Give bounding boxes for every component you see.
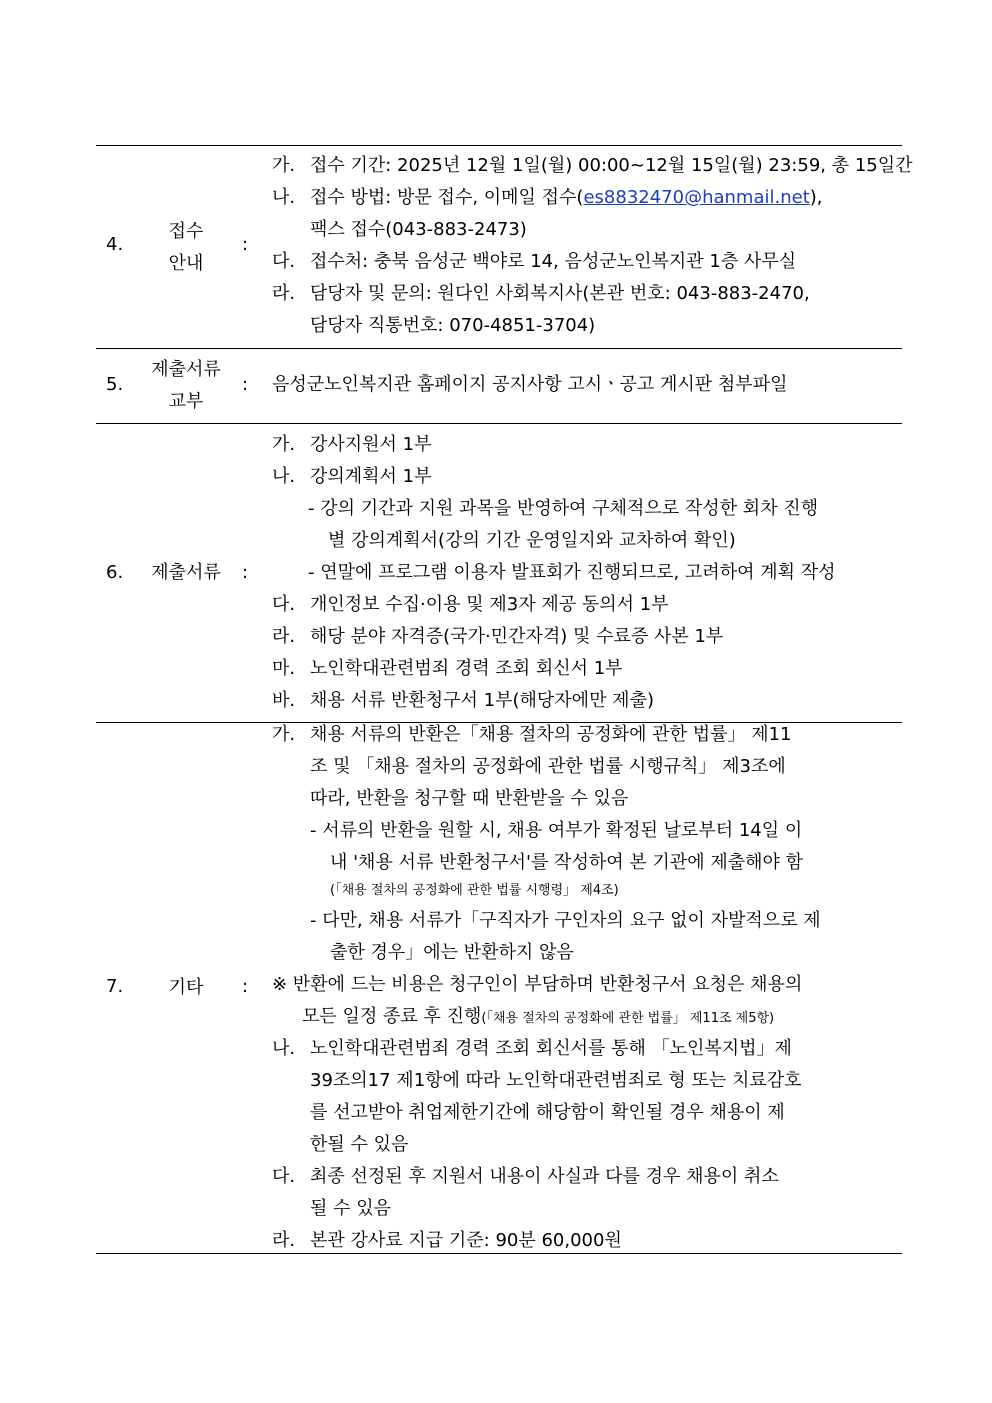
section-5 [96, 349, 902, 423]
list-item: 한될 수 있음 [310, 1134, 409, 1155]
section-colon: : [242, 562, 249, 583]
list-item: 라. 담당자 및 문의: 원다인 사회복지사(본관 번호: 043-883-2470, [272, 283, 810, 304]
list-item: - 다만, 채용 서류가「구직자가 구인자의 요구 없이 자발적으로 제 [310, 910, 821, 931]
list-item: 팩스 접수(043-883-2473) [310, 219, 527, 240]
list-item: 가. 채용 서류의 반환은「채용 절차의 공정화에 관한 법률」 제11 [272, 724, 792, 745]
section-colon: : [242, 234, 249, 255]
list-item: 별 강의계획서(강의 기간 운영일지와 교차하여 확인) [328, 530, 736, 551]
list-item: 가. 접수 기간: 2025년 12월 1일(월) 00:00~12월 15일(월) 23:59, 총 15일간 [272, 155, 913, 176]
section-6 [96, 424, 902, 722]
email-link[interactable]: es8832470@hanmail.net [583, 187, 810, 208]
section-number: 4. [106, 234, 124, 255]
list-item: 바. 채용 서류 반환청구서 1부(해당자에만 제출) [272, 690, 654, 711]
section-title: 접수 안내 [168, 221, 204, 274]
section-number: 5. [106, 374, 124, 395]
list-item: 나. 접수 방법: 방문 접수, 이메일 접수(es8832470@hanmail.net), [272, 187, 823, 208]
list-item: 조 및 「채용 절차의 공정화에 관한 법률 시행규칙」 제3조에 [310, 756, 786, 777]
list-item: 라. 본관 강사료 지급 기준: 90분 60,000원 [272, 1230, 622, 1251]
list-item: 39조의17 제1항에 따라 노인학대관련범죄로 형 또는 치료감호 [310, 1070, 802, 1091]
list-item: 음성군노인복지관 홈페이지 공지사항 고시ㆍ공고 게시판 첨부파일 [272, 374, 788, 395]
list-item: 라. 해당 분야 자격증(국가·민간자격) 및 수료증 사본 1부 [272, 626, 724, 647]
list-item: 가. 강사지원서 1부 [272, 434, 432, 455]
section-title: 제출서류 교부 [151, 359, 221, 412]
section-7 [96, 723, 902, 1253]
list-item: 다. 접수처: 충북 음성군 백야로 14, 음성군노인복지관 1층 사무실 [272, 251, 797, 272]
section-number: 6. [106, 562, 124, 583]
section-title: 제출서류 [151, 562, 221, 583]
section-4 [96, 146, 913, 348]
list-item: ※ 반환에 드는 비용은 청구인이 부담하며 반환청구서 요청은 채용의 [272, 974, 803, 995]
list-item: - 서류의 반환을 원할 시, 채용 여부가 확정된 날로부터 14일 이 [310, 820, 803, 841]
section-title: 기타 [168, 977, 204, 998]
list-item: 따라, 반환을 청구할 때 반환받을 수 있음 [310, 788, 629, 809]
list-item: 내 '채용 서류 반환청구서'를 작성하여 본 기관에 제출해야 함 [330, 852, 803, 873]
list-item: 모든 일정 종료 후 진행(「채용 절차의 공정화에 관한 법률」 제11조 제5항) [302, 1006, 775, 1027]
section-colon: : [242, 374, 249, 395]
list-item: 를 선고받아 취업제한기간에 해당함이 확인될 경우 채용이 제 [310, 1102, 785, 1123]
section-number: 7. [106, 976, 124, 997]
section-colon: : [242, 976, 249, 997]
list-item: 담당자 직통번호: 070-4851-3704) [310, 315, 596, 336]
list-item: 다. 개인정보 수집·이용 및 제3자 제공 동의서 1부 [272, 594, 669, 615]
list-item: 될 수 있음 [310, 1198, 391, 1219]
list-item: - 강의 기간과 지원 과목을 반영하여 구체적으로 작성한 회차 진행 [308, 498, 819, 519]
list-item: 나. 노인학대관련범죄 경력 조회 회신서를 통해 「노인복지법」제 [272, 1038, 792, 1059]
list-item: - 연말에 프로그램 이용자 발표회가 진행되므로, 고려하여 계획 작성 [308, 562, 836, 583]
list-item: 나. 강의계획서 1부 [272, 466, 432, 487]
list-item: 출한 경우」에는 반환하지 않음 [330, 942, 574, 963]
list-item: (「채용 절차의 공정화에 관한 법률 시행령」 제4조) [330, 883, 619, 898]
list-item: 다. 최종 선정된 후 지원서 내용이 사실과 다를 경우 채용이 취소 [272, 1166, 779, 1187]
list-item: 마. 노인학대관련범죄 경력 조회 회신서 1부 [272, 658, 623, 679]
